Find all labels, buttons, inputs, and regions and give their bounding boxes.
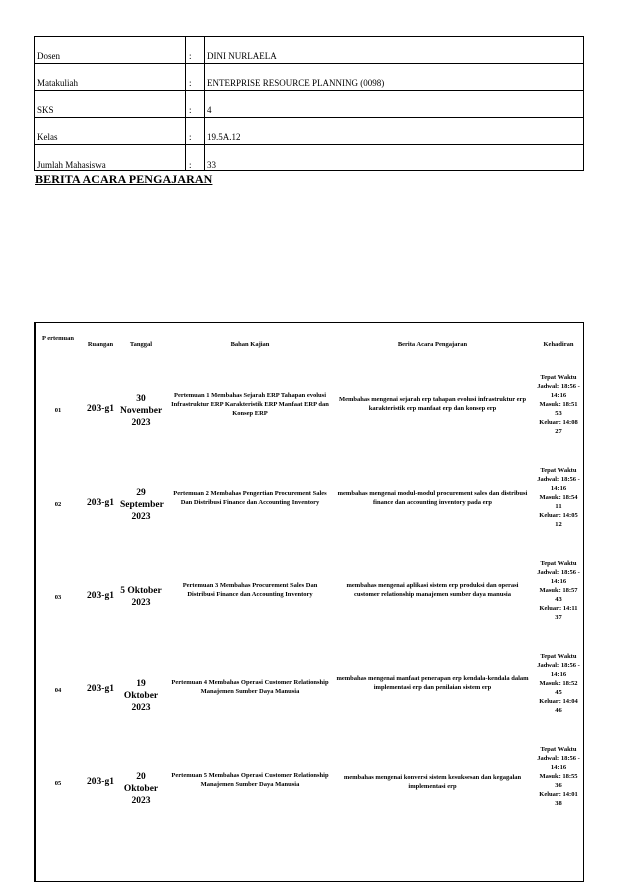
row-meeting-number: 04 [54, 687, 62, 694]
row-date: 5 Oktober 2023 [120, 586, 162, 608]
header-bahan-kajian: Bahan Kajian [230, 341, 270, 348]
row-bap: Membahas mengenai sejarah erp tahapan evolusi infrastruktur erp karakteristik erp manfaat erp dan konsep erp [338, 396, 527, 412]
row-material: Pertemuan 5 Membahas Operasi Customer Relationship Manajemen Sumber Daya Manusia [171, 772, 329, 788]
info-separator: : [189, 51, 192, 61]
info-row-matakuliah [35, 64, 583, 91]
info-row-sks [35, 91, 583, 118]
header-berita-acara: Berita Acara Pengajaran [397, 341, 468, 348]
info-value: 33 [207, 160, 216, 170]
row-date: 20 Oktober 2023 [123, 772, 159, 806]
row-material: Pertemuan 1 Membahas Sejarah ERP Tahapan evolusi Infrastruktur ERP Karakteristik ERP Manfaat ERP dan Konsep ERP [171, 392, 329, 417]
row-material: Pertemuan 4 Membahas Operasi Customer Relationship Manajemen Sumber Daya Manusia [171, 679, 329, 695]
header-kehadiran: Kehadiran [543, 341, 574, 348]
row-bap: membahas mengenai konversi sistem kesuksesan dan kegagalan implementasi erp [343, 774, 522, 790]
info-label: Dosen [37, 51, 60, 61]
row-attendance: Tepat Waktu Jadwal: 18:56 - 14:16 Masuk: 18:52 45 Keluar: 14:04 46 [537, 653, 580, 714]
row-meeting-number: 01 [54, 407, 62, 414]
row-attendance: Tepat Waktu Jadwal: 18:56 - 14:16 Masuk: 18:54 11 Keluar: 14:05 12 [537, 467, 580, 528]
info-label: Kelas [37, 132, 58, 142]
header-ruangan: Ruangan [87, 341, 114, 348]
info-separator: : [189, 78, 192, 88]
info-row-dosen [35, 37, 583, 64]
row-meeting-number: 05 [54, 780, 62, 787]
row-attendance: Tepat Waktu Jadwal: 18:56 - 14:16 Masuk: 18:51 53 Keluar: 14:08 27 [537, 374, 580, 435]
info-separator: : [189, 105, 192, 115]
row-attendance: Tepat Waktu Jadwal: 18:56 - 14:16 Masuk: 18:55 36 Keluar: 14:01 38 [537, 746, 580, 807]
row-date: 19 Oktober 2023 [123, 679, 159, 713]
info-label: Matakuliah [37, 78, 78, 88]
info-separator: : [189, 160, 192, 170]
header-pertemuan: P ertemuan [42, 335, 74, 342]
info-value: ENTERPRISE RESOURCE PLANNING (0098) [207, 78, 385, 88]
info-row-kelas [35, 118, 583, 145]
row-room: 203-g1 [87, 498, 114, 508]
row-room: 203-g1 [87, 591, 114, 601]
row-attendance: Tepat Waktu Jadwal: 18:56 - 14:16 Masuk: 18:57 43 Keluar: 14:11 37 [537, 560, 580, 621]
info-label: Jumlah Mahasiswa [37, 160, 106, 170]
row-room: 203-g1 [87, 684, 114, 694]
row-meeting-number: 03 [54, 594, 62, 601]
row-room: 203-g1 [87, 777, 114, 787]
row-bap: membahas mengenai modul-modul procurement sales dan distribusi finance dan accounting inventory pada erp [337, 490, 528, 506]
row-date: 29 September 2023 [120, 488, 164, 522]
info-label: SKS [37, 105, 54, 115]
row-bap: membahas mengenai manfaat penerapan erp kendala-kendala dalam implementasi erp dan penilaian sistem erp [336, 675, 529, 691]
info-value: 19.5A.12 [207, 132, 241, 142]
row-bap: membahas mengenai aplikasi sistem erp produksi dan operasi customer relationship manajemen sumber daya manusia [346, 582, 519, 598]
row-material: Pertemuan 3 Membahas Procurement Sales Dan Distribusi Finance dan Accounting Inventory [182, 582, 318, 598]
teaching-log-table [34, 322, 584, 882]
header-tanggal: Tanggal [129, 341, 153, 348]
info-separator: : [189, 132, 192, 142]
page-title: BERITA ACARA PENGAJARAN [35, 172, 213, 186]
row-date: 30 November 2023 [120, 394, 163, 428]
course-info-table [34, 36, 584, 171]
row-room: 203-g1 [87, 404, 114, 414]
row-material: Pertemuan 2 Membahas Pengertian Procurement Sales Dan Distribusi Finance dan Accounting Inventory [173, 490, 327, 506]
info-value: 4 [207, 105, 212, 115]
row-meeting-number: 02 [54, 501, 62, 508]
info-row-jumlah-mahasiswa [35, 145, 583, 172]
info-value: DINI NURLAELA [207, 51, 277, 61]
